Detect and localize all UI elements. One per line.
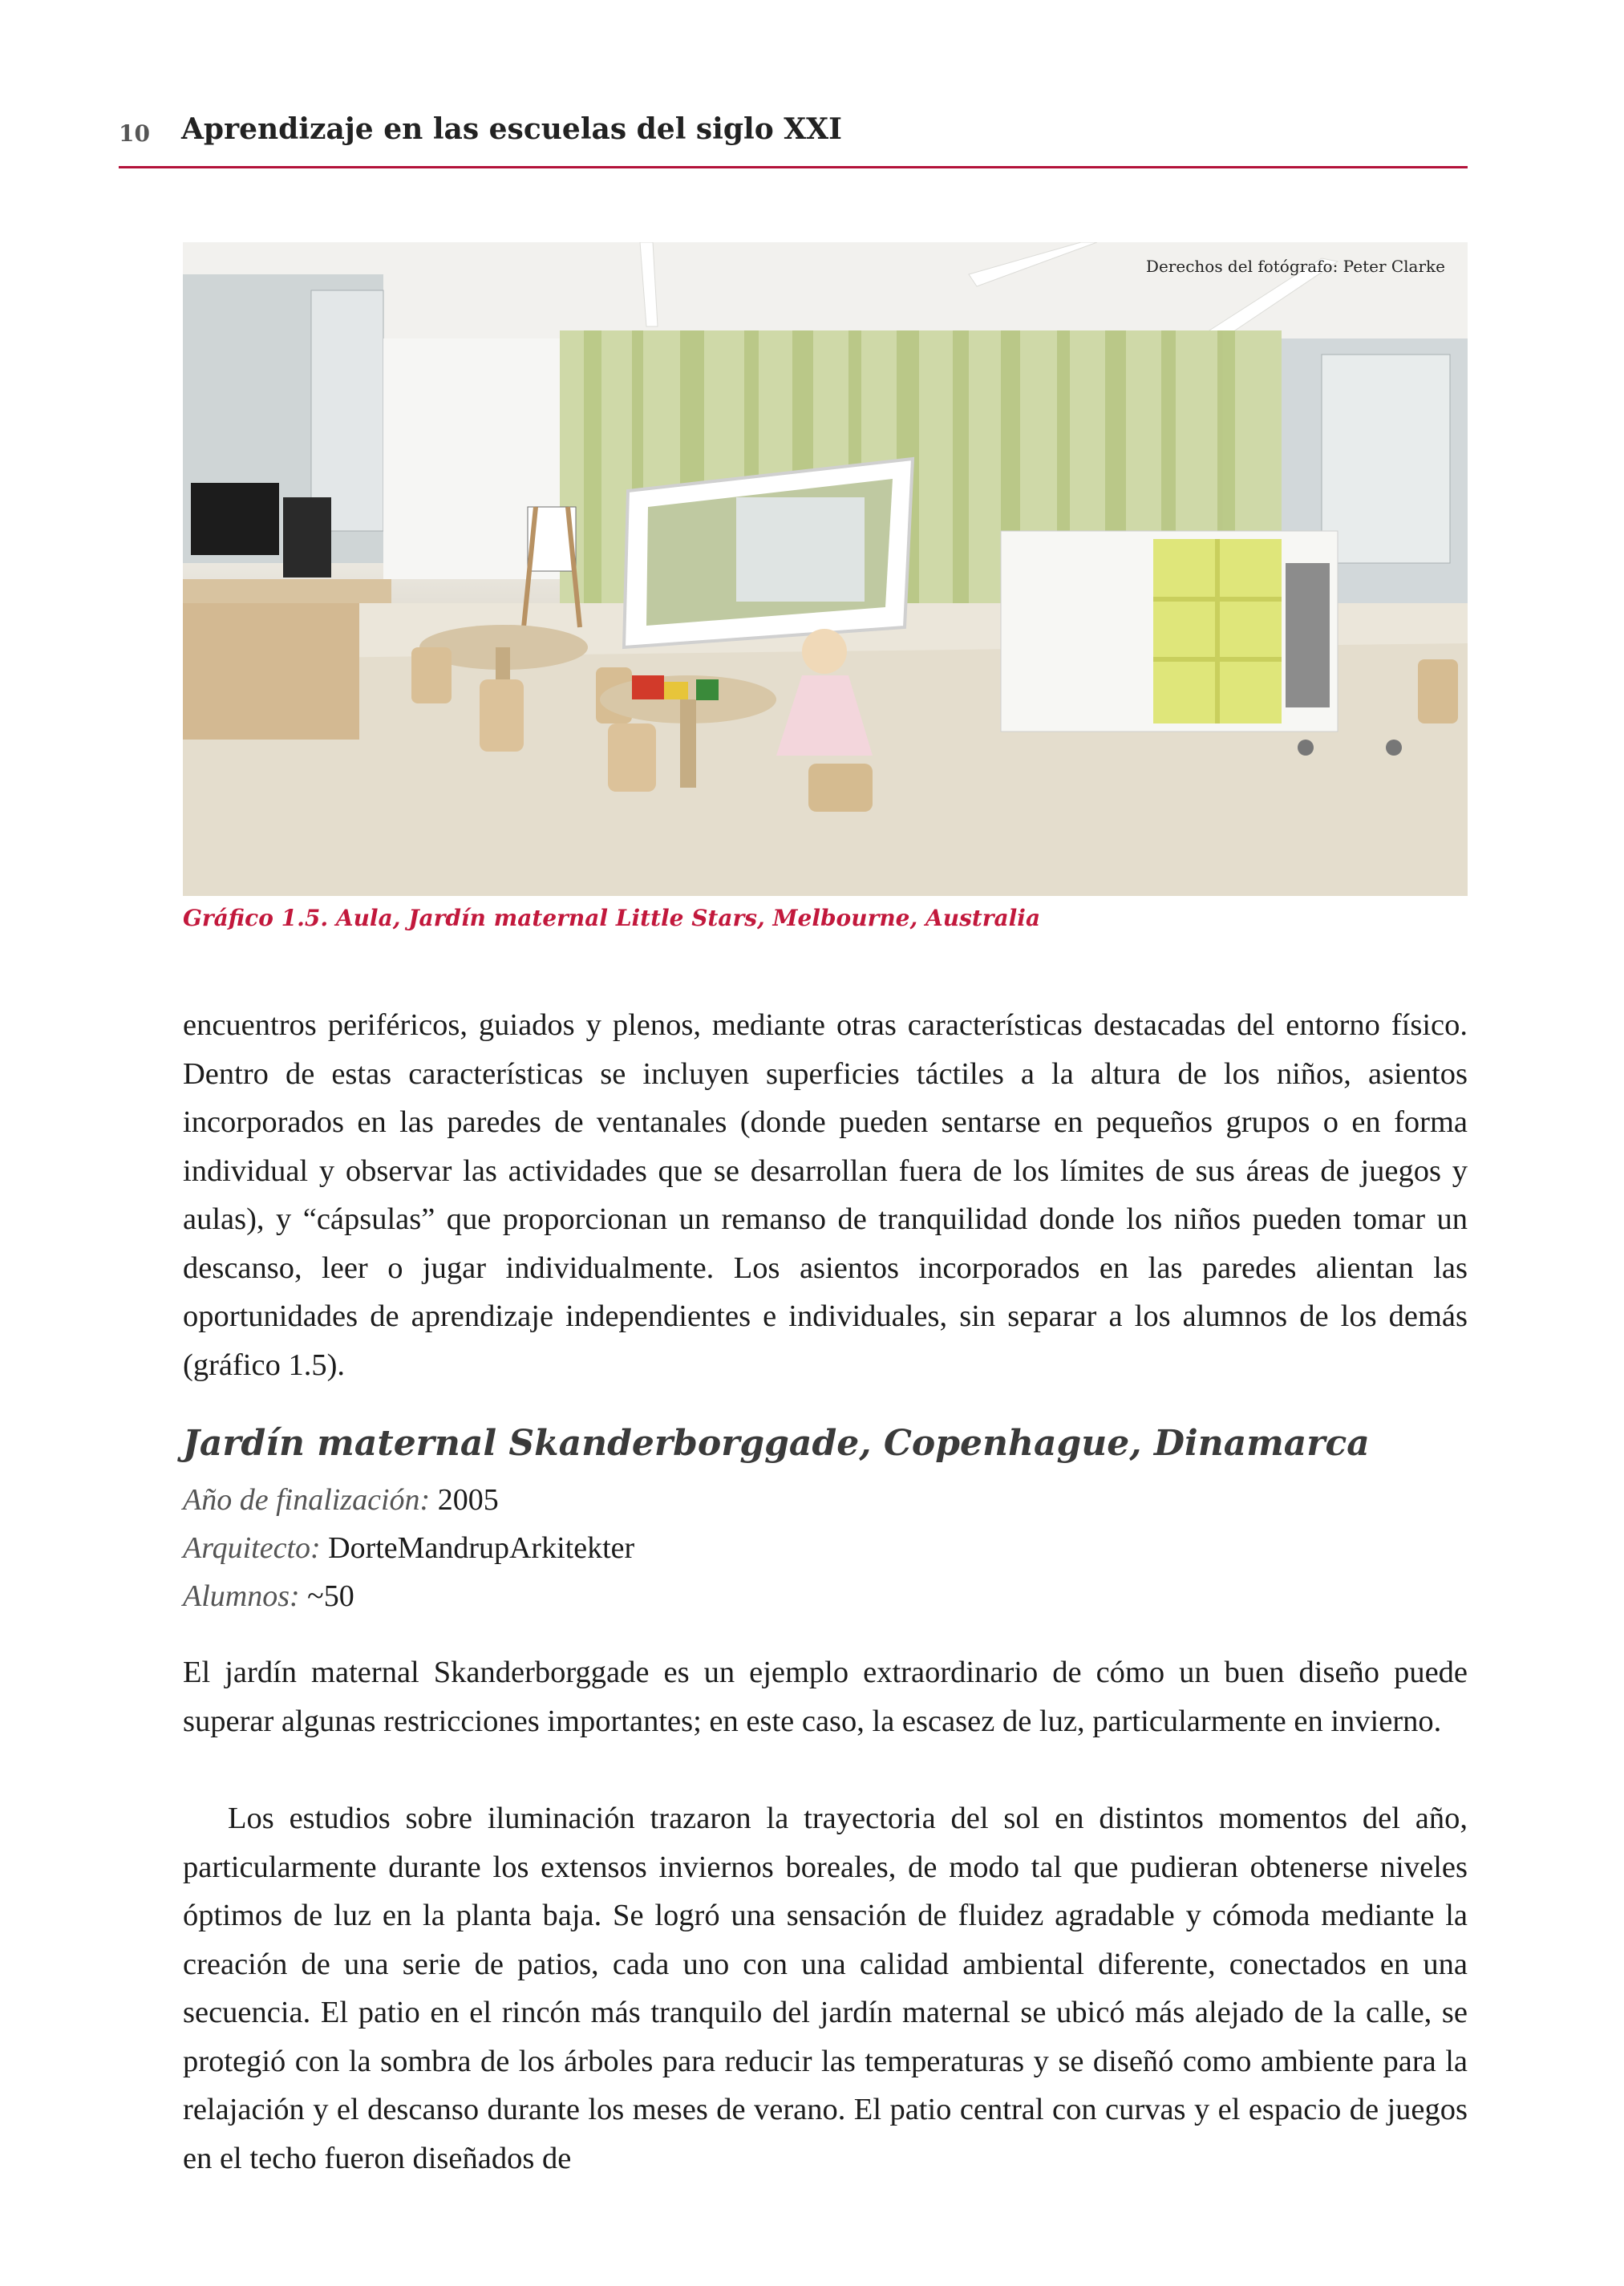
fact-list — [183, 1476, 634, 1620]
photo-credit: Derechos del fotógrafo: Peter Clarke — [1145, 257, 1445, 276]
fact-completion-year — [183, 1476, 634, 1524]
fact-value: DorteMandrupArkitekter — [320, 1531, 635, 1565]
fact-label: Arquitecto: — [183, 1531, 321, 1565]
fact-value: 2005 — [430, 1483, 499, 1517]
body-paragraph-3: Los estudios sobre iluminación trazaron la trayectoria del sol en distintos momentos del año, particularmente durante los extensos inviernos boreales, de modo tal que pudieran obtenerse niveles óptimos de luz en la planta baja. Se logró una sensación de fluidez agradable y cómoda mediante la creación de una serie de patios, cada uno con una calidad ambiental diferente, conectados en una secuencia. El patio en el rincón más tranquilo del jardín maternal se ubicó más alejado de la calle, se protegió con la sombra de los árboles para reducir las temperaturas y se diseñó como ambiente para la relajación y el descanso durante los meses de verano. El patio central con curvas y el espacio de juegos en el techo fueron diseñados de — [183, 1802, 1468, 2175]
fact-students — [183, 1572, 634, 1620]
section-heading: Jardín maternal Skanderborggade, Copenhague, Dinamarca — [183, 1423, 1370, 1464]
classroom-photo — [183, 242, 1468, 896]
fact-label: Año de finalización: — [183, 1483, 431, 1517]
page-header — [119, 112, 1468, 168]
figure-caption: Gráfico 1.5. Aula, Jardín maternal Little Stars, Melbourne, Australia — [183, 905, 1041, 931]
body-paragraph-1: encuentros periféricos, guiados y plenos, mediante otras características destacadas del entorno físico. Dentro de estas características se incluyen superficies táctiles a la altura de los niños, asientos incorporados en las paredes de ventanales (donde pueden sentarse en pequeños grupos o en forma individual y observar las actividades que se desarrollan fuera de los límites de sus áreas de juegos y aulas), y “cápsulas” que proporcionan un remanso de tranquilidad donde los niños pueden tomar un descanso, leer o jugar individualmente. Los asientos incorporados en las paredes alientan las oportunidades de aprendizaje independientes e individuales, sin separar a los alumnos de los demás (gráfico 1.5). — [183, 1008, 1468, 1382]
fact-label: Alumnos: — [183, 1579, 300, 1613]
page-number: 10 — [119, 120, 150, 147]
classroom-photo-illustration — [183, 242, 1468, 896]
running-title: Aprendizaje en las escuelas del siglo XXI — [181, 112, 842, 146]
fact-value: ~50 — [299, 1579, 354, 1613]
fact-architect — [183, 1524, 634, 1572]
body-paragraph-2: El jardín maternal Skanderborggade es un ejemplo extraordinario de cómo un buen diseño puede superar algunas restricciones importantes; en este caso, la escasez de luz, particularmente en invierno. — [183, 1656, 1468, 1738]
